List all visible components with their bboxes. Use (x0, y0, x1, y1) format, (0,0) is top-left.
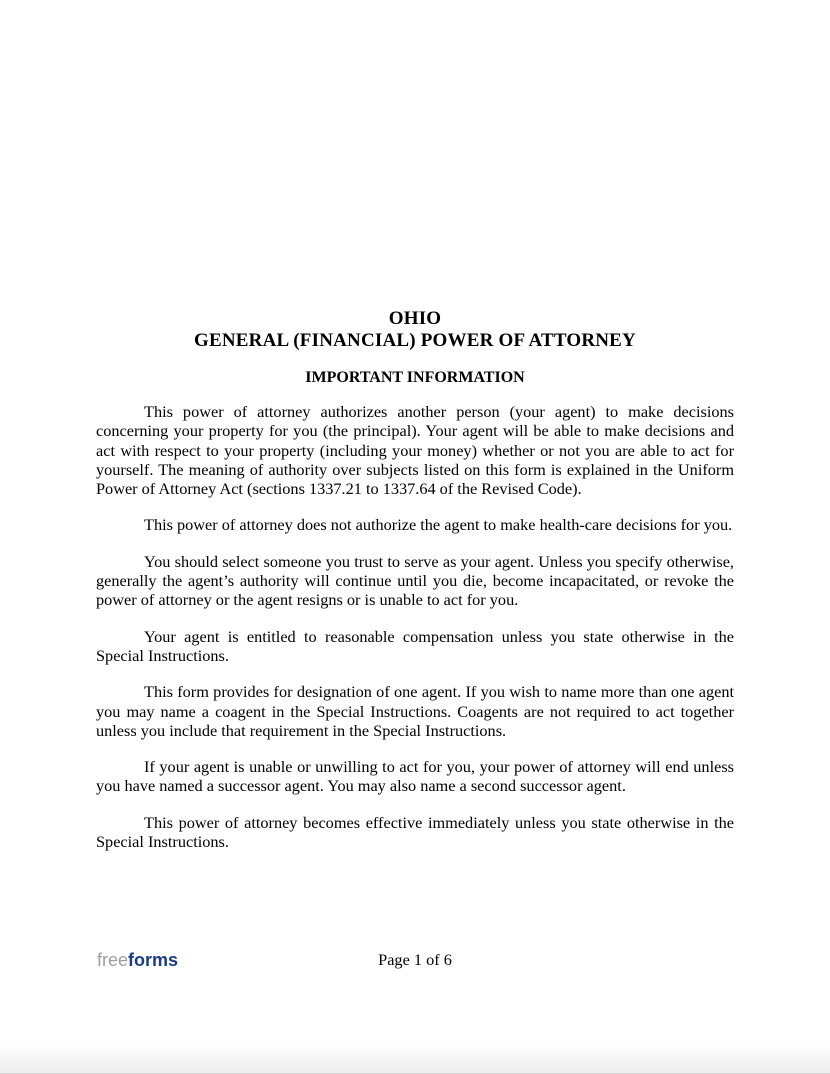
paragraph-7: This power of attorney becomes effective immediately unless you state otherwise in the Special Instructions. (96, 812, 734, 852)
section-heading-important-information: IMPORTANT INFORMATION (305, 369, 525, 386)
document-title-line-2: GENERAL (FINANCIAL) POWER OF ATTORNEY (194, 330, 636, 351)
freeforms-logo-suffix: forms (128, 950, 179, 970)
paragraph-4: Your agent is entitled to reasonable compensation unless you state otherwise in the Special Instructions. (96, 626, 734, 665)
page-number: Page 1 of 6 (378, 950, 452, 969)
paragraph-3: You should select someone you trust to serve as your agent. Unless you specify otherwise, generally the agent’s authority will continue until you die, become incapacitated, or revoke the power of attorney or the agent resigns or is unable to act for you. (96, 551, 734, 610)
paragraph-5: This form provides for designation of one agent. If you wish to name more than one agent you may name a coagent in the Special Instructions. Coagents are not required to act together unless you include that requirement in the Special Instructions. (96, 682, 734, 740)
page-footer (0, 948, 830, 974)
paragraph-1: This power of attorney authorizes another person (your agent) to make decisions concerning your property for you (the principal). Your agent will be able to make decisions and act with respect to your property (including your money) whether or not you are able to act for yourself. The meaning of authority over subjects listed on this form is explained in the Uniform Power of Attorney Act (sections 1337.21 to 1337.64 of the Revised Code). (96, 402, 734, 499)
document-title-line-1: OHIO (388, 308, 442, 329)
paragraph-2: This power of attorney does not authorize the agent to make health-care decisions for you. (144, 515, 733, 535)
paragraph-6: If your agent is unable or unwilling to act for you, your power of attorney will end unless you have named a successor agent. You may also name a second successor agent. (96, 757, 734, 796)
page-bottom-edge-shadow (0, 1044, 830, 1074)
freeforms-logo-prefix: free (97, 950, 129, 970)
document-content (96, 308, 734, 868)
